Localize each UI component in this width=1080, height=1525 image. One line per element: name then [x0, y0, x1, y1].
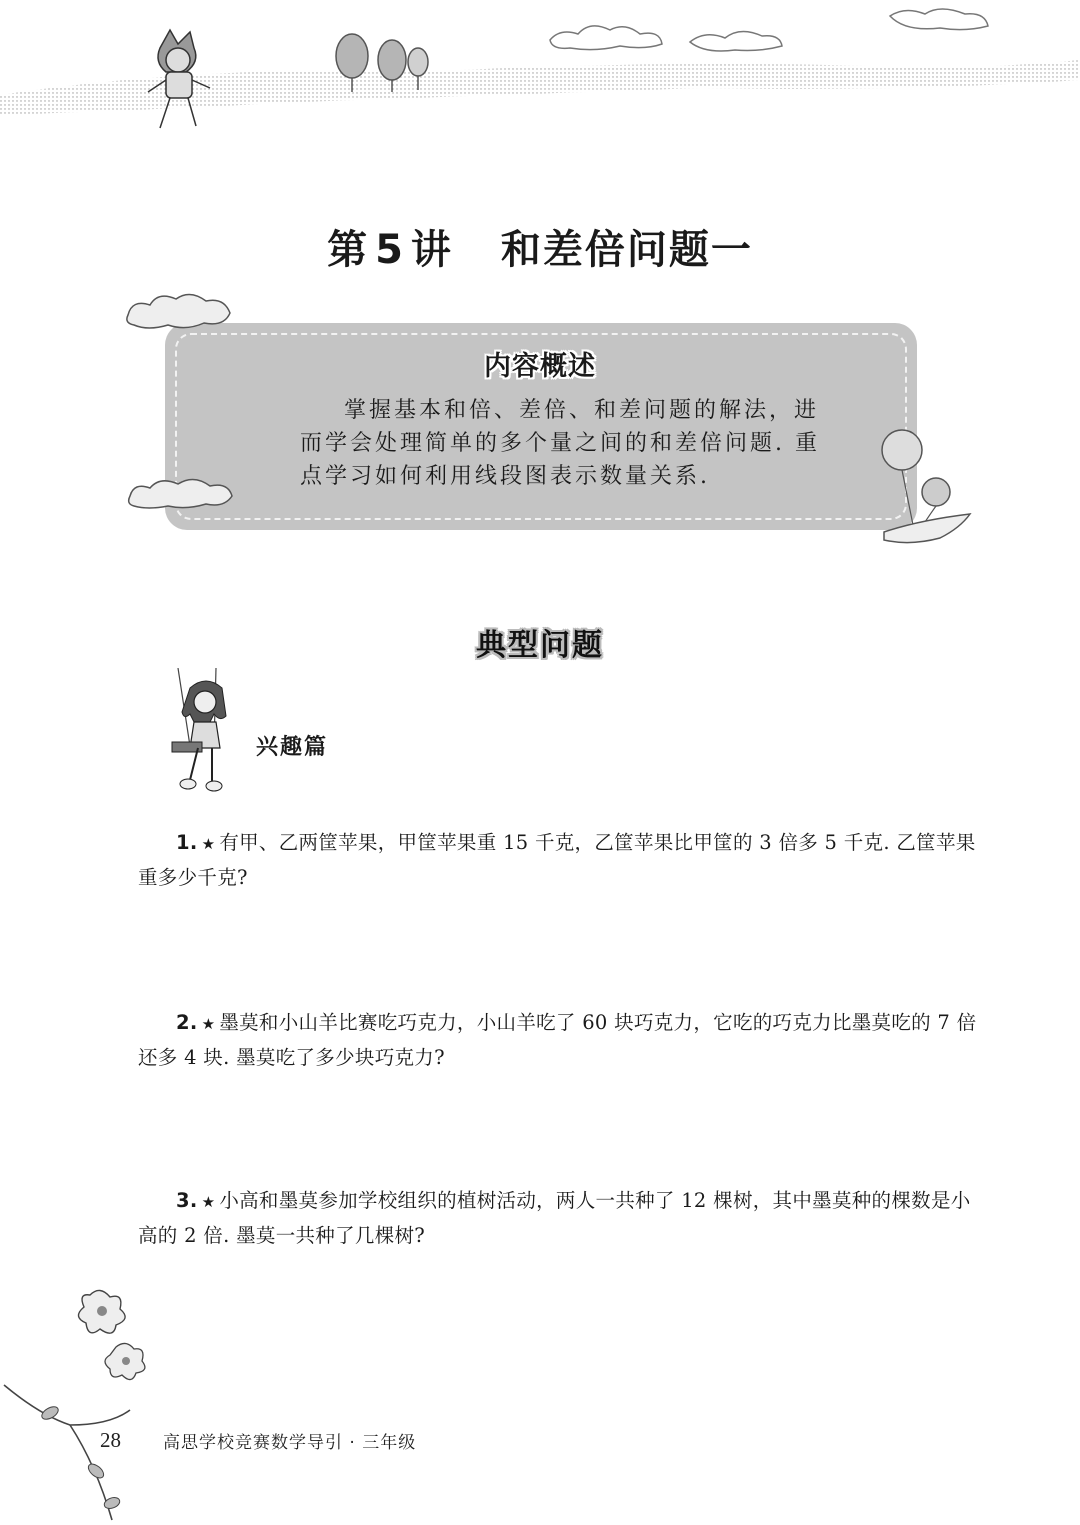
star-icon: ★ — [201, 1193, 216, 1211]
header-illustration — [0, 0, 1080, 160]
star-icon: ★ — [201, 835, 216, 853]
cloud-icon — [122, 472, 242, 512]
book-title: 高思学校竞赛数学导引 · 三年级 — [163, 1433, 417, 1453]
problem-text: 小高和墨莫参加学校组织的植树活动，两人一共种了 12 棵树，其中墨莫种的棵数是小高的 2 倍. 墨莫一共种了几棵树? — [138, 1189, 971, 1247]
summary-text: 掌握基本和倍、差倍、和差问题的解法，进而学会处理简单的多个量之间的和差倍问题. 重点学习如何利用线段图表示数量关系. — [300, 398, 820, 489]
cloud-icon — [120, 285, 240, 335]
cloud-icon — [550, 9, 988, 51]
problem-3 — [138, 1184, 978, 1252]
problem-number: 1. — [176, 831, 198, 854]
problem-1 — [138, 826, 978, 894]
problem-number: 2. — [176, 1011, 198, 1034]
girl-swing-icon — [160, 668, 250, 798]
problem-text: 墨莫和小山羊比赛吃巧克力，小山羊吃了 60 块巧克力，它吃的巧克力比墨莫吃的 7 倍还多 4 块. 墨莫吃了多少块巧克力? — [138, 1011, 977, 1069]
lecture-topic: 和差倍问题一 — [500, 227, 753, 273]
interest-section-title: 兴趣篇 — [256, 735, 329, 760]
problem-number: 3. — [176, 1189, 198, 1212]
summary-heading: 内容概述 — [484, 351, 596, 382]
page-number: 28 — [100, 1428, 121, 1452]
problem-2 — [138, 1006, 978, 1074]
balloon-kite-icon — [870, 420, 980, 560]
star-icon: ★ — [201, 1015, 216, 1033]
lecture-prefix: 第 — [327, 227, 370, 273]
lecture-suffix: 讲 — [410, 227, 453, 273]
lecture-number: 5 — [375, 227, 405, 273]
problem-text: 有甲、乙两筐苹果，甲筐苹果重 15 千克，乙筐苹果比甲筐的 3 倍多 5 千克. 乙筐苹果重多少千克? — [138, 831, 976, 889]
section-title: 典型问题 — [476, 628, 604, 663]
flower-vine-icon — [0, 1275, 160, 1525]
lecture-title — [0, 218, 1080, 275]
